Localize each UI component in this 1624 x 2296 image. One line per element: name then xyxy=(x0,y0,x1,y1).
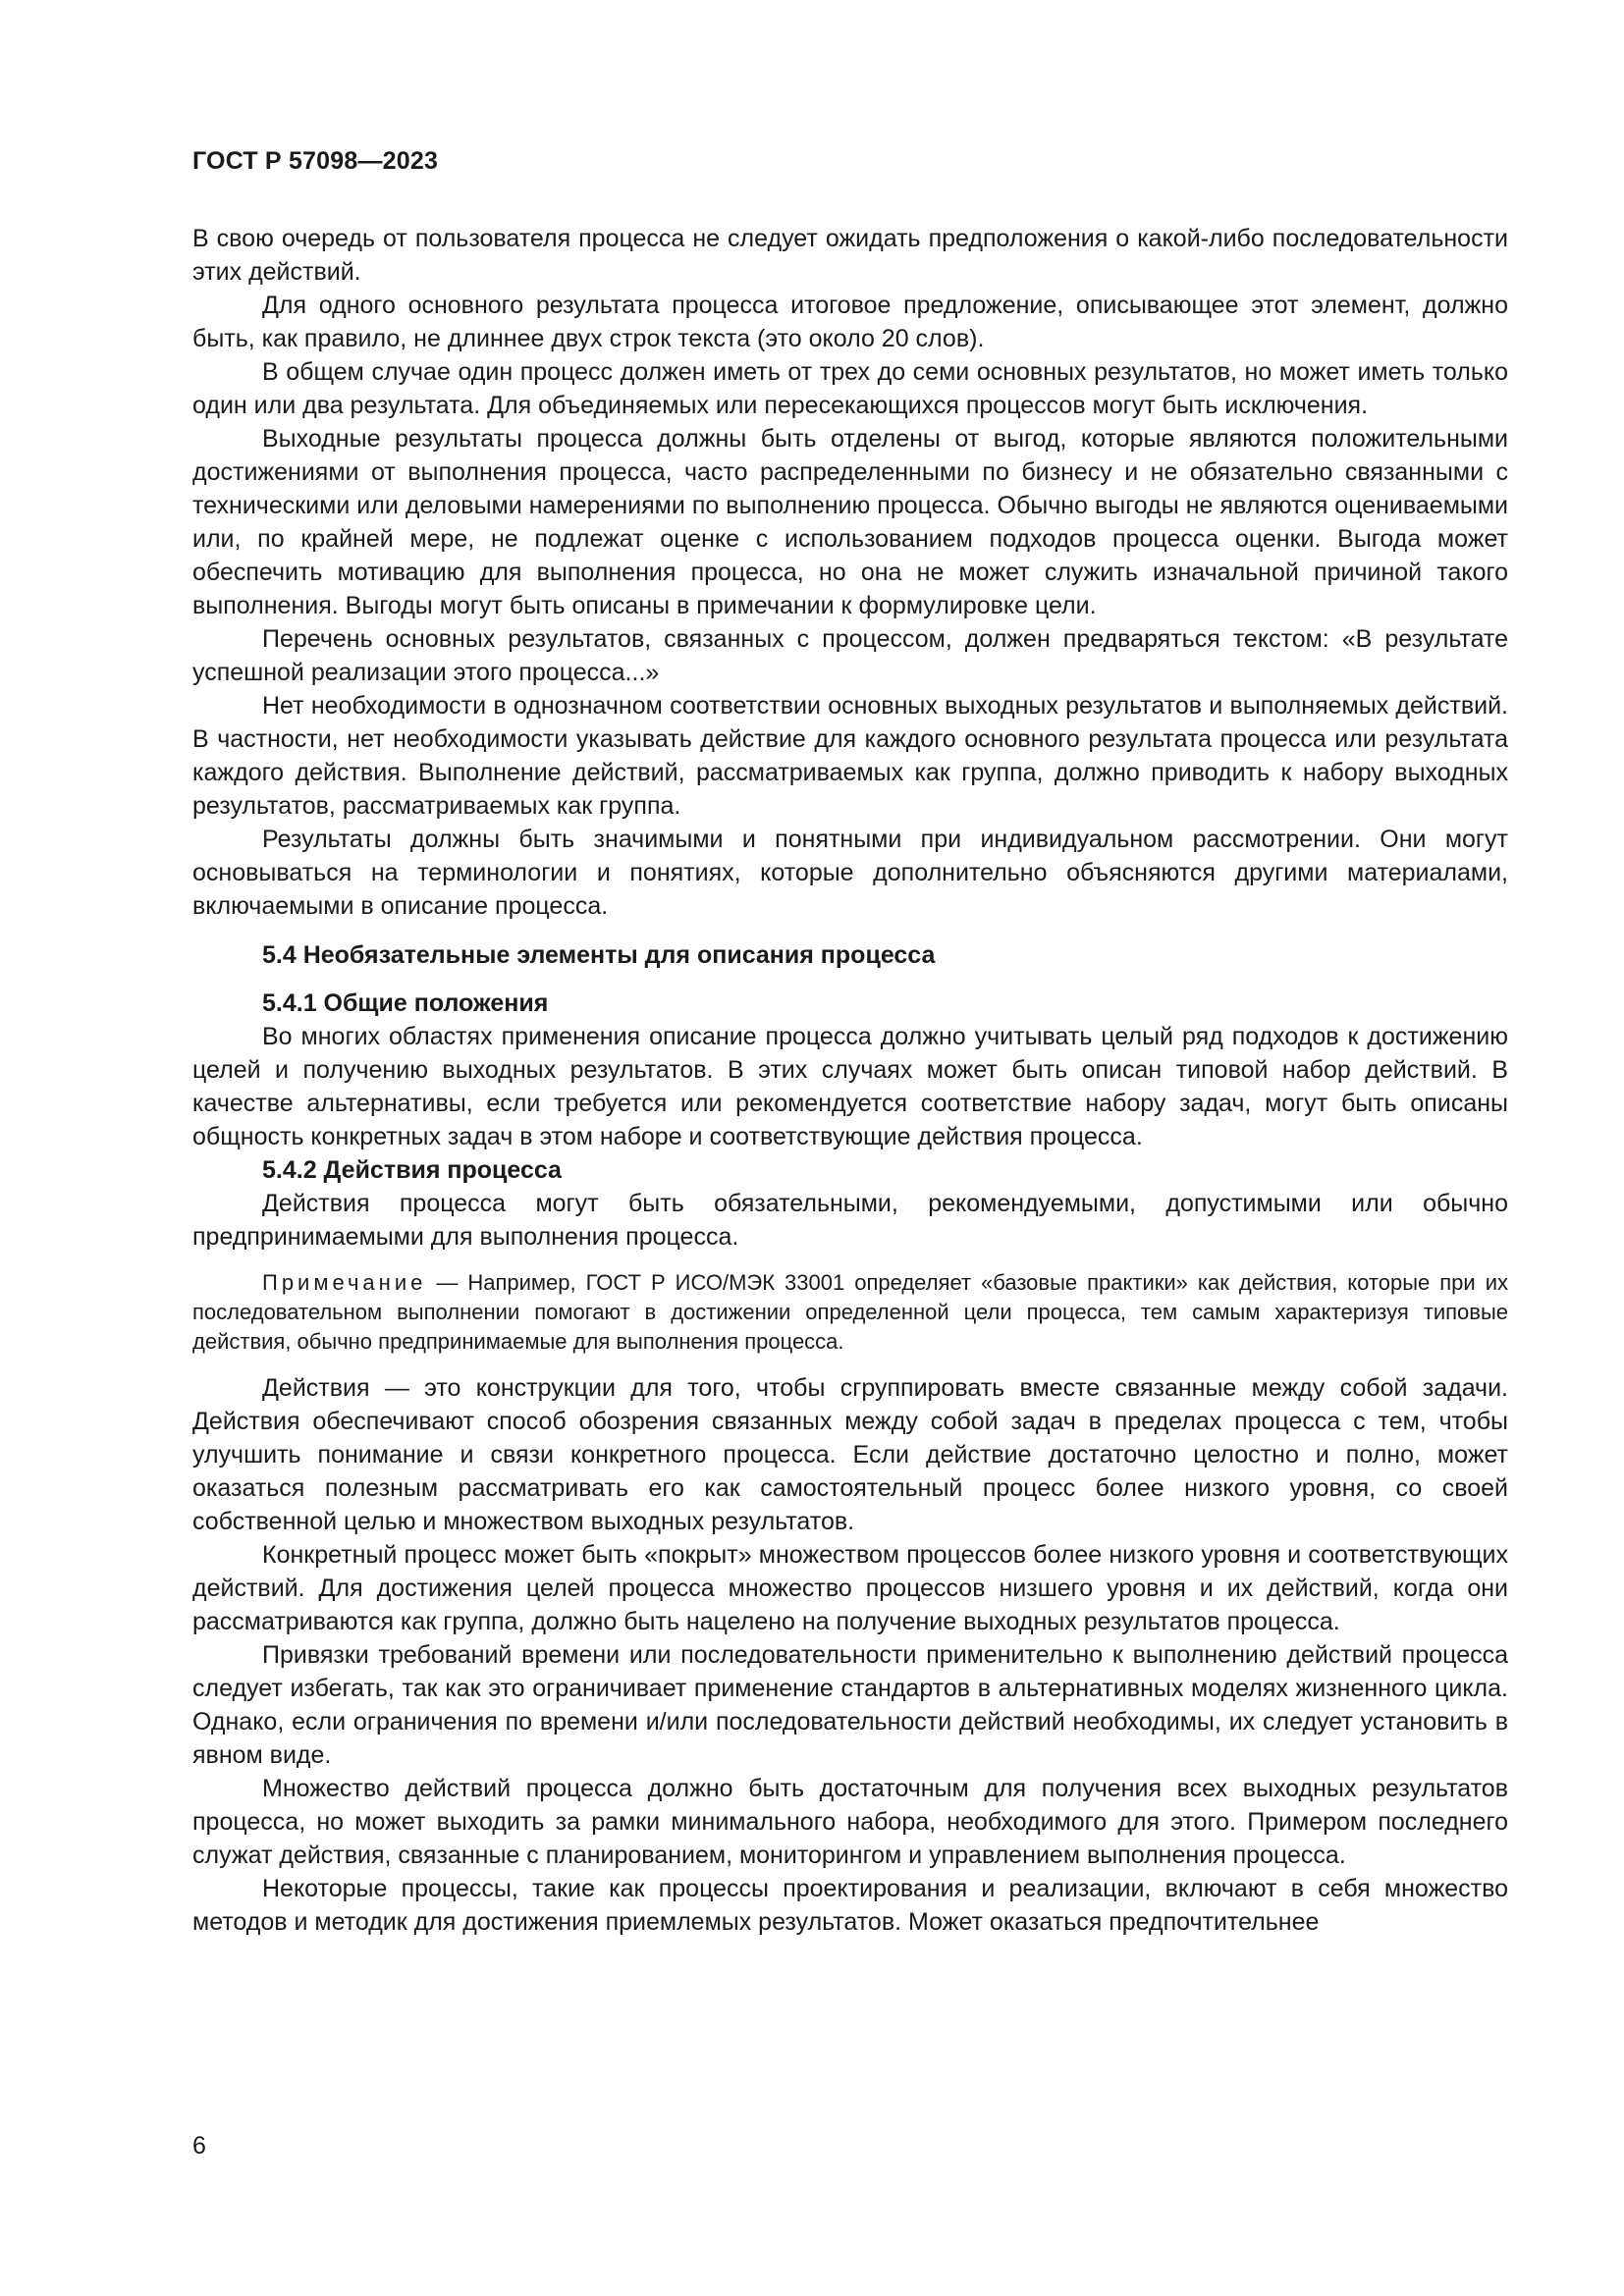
paragraph: Нет необходимости в однозначном соответствии основных выходных результатов и выполняемых действий. В частности, нет необходимости указывать действие для каждого основного результата процесса или результата каждого действия. Выполнение действий, рассматриваемых как группа, должно приводить к набору выходных результатов, рассматриваемых как группа. xyxy=(192,692,1508,820)
paragraph: Результаты должны быть значимыми и понятными при индивидуальном рассмотрении. Они могут основываться на терминологии и понятиях, которые дополнительно объясняются другими материалами, включаемыми в описание процесса. xyxy=(192,826,1508,920)
section-heading-5-4-1: 5.4.1 Общие положения xyxy=(262,989,549,1017)
section-heading-5-4: 5.4 Необязательные элементы для описания процесса xyxy=(262,941,936,969)
note-block xyxy=(192,1268,1508,1357)
note-label: Примечание xyxy=(262,1270,427,1295)
paragraph: Привязки требований времени или последовательности применительно к выполнению действий процесса следует избегать, так как это ограничивает применение стандартов в альтернативных моделях жизненного цикла. Однако, если ограничения по времени и/или последовательности действий необходимы, их следует установить в явном виде. xyxy=(192,1641,1508,1769)
paragraph: Действия — это конструкции для того, чтобы сгруппировать вместе связанные между собой задачи. Действия обеспечивают способ обозрения связанных между собой задач в пределах процесса с тем, чтобы улучшить понимание и связи конкретного процесса. Если действие достаточно целостно и полно, может оказаться полезным рассматривать его как самостоятельный процесс более низкого уровня, со своей собственной целью и множеством выходных результатов. xyxy=(192,1374,1508,1535)
note-text: — Например, ГОСТ Р ИСО/МЭК 33001 определяет «базовые практики» как действия, которые при их последовательном выполнении помогают в достижении определенной цели процесса, тем самым характеризуя типовые действия, обычно предпринимаемые для выполнения процесса. xyxy=(192,1270,1508,1354)
document-header-title: ГОСТ Р 57098—2023 xyxy=(192,147,439,175)
paragraph: Конкретный процесс может быть «покрыт» множеством процессов более низкого уровня и соответствующих действий. Для достижения целей процесса множество процессов низшего уровня и их действий, когда они рассматриваются как группа, должно быть нацелено на получение выходных результатов процесса. xyxy=(192,1541,1508,1635)
paragraph: Действия процесса могут быть обязательными, рекомендуемыми, допустимыми или обычно предпринимаемыми для выполнения процесса. xyxy=(192,1190,1508,1251)
paragraph: Множество действий процесса должно быть достаточным для получения всех выходных результатов процесса, но может выходить за рамки минимального набора, необходимого для этого. Примером последнего служат действия, связанные с планированием, мониторингом и управлением выполнения процесса. xyxy=(192,1775,1508,1869)
paragraph: Выходные результаты процесса должны быть отделены от выгод, которые являются положительными достижениями от выполнения процесса, часто распределенными по бизнесу и не обязательно связанными с техническими или деловыми намерениями по выполнению процесса. Обычно выгоды не являются оцениваемыми или, по крайней мере, не подлежат оценке с использованием подходов процесса оценки. Выгода может обеспечить мотивацию для выполнения процесса, но она не может служить изначальной причиной такого выполнения. Выгоды могут быть описаны в примечании к формулировке цели. xyxy=(192,425,1508,619)
paragraph: Некоторые процессы, такие как процессы проектирования и реализации, включают в себя множество методов и методик для достижения приемлемых результатов. Может оказаться предпочтительнее xyxy=(192,1875,1508,1936)
paragraph: Во многих областях применения описание процесса должно учитывать целый ряд подходов к достижению целей и получению выходных результатов. В этих случаях может быть описан типовой набор действий. В качестве альтернативы, если требуется или рекомендуется соответствие набору задач, могут быть описаны общность конкретных задач в этом наборе и соответствующие действия процесса. xyxy=(192,1023,1508,1150)
note-paragraph xyxy=(192,1268,1508,1357)
document-body xyxy=(192,222,1508,1939)
paragraph: Перечень основных результатов, связанных с процессом, должен предваряться текстом: «В результате успешной реализации этого процесса...» xyxy=(192,625,1508,686)
paragraph: Для одного основного результата процесса итоговое предложение, описывающее этот элемент, должно быть, как правило, не длиннее двух строк текста (это около 20 слов). xyxy=(192,292,1508,352)
paragraph: В свою очередь от пользователя процесса не следует ожидать предположения о какой-либо последовательности этих действий. xyxy=(192,225,1508,286)
section-heading-5-4-2: 5.4.2 Действия процесса xyxy=(262,1156,562,1184)
paragraph: В общем случае один процесс должен иметь от трех до семи основных результатов, но может иметь только один или два результата. Для объединяемых или пересекающихся процессов могут быть исключения. xyxy=(192,358,1508,419)
document-page xyxy=(192,0,1508,2296)
page-number: 6 xyxy=(192,2132,206,2160)
